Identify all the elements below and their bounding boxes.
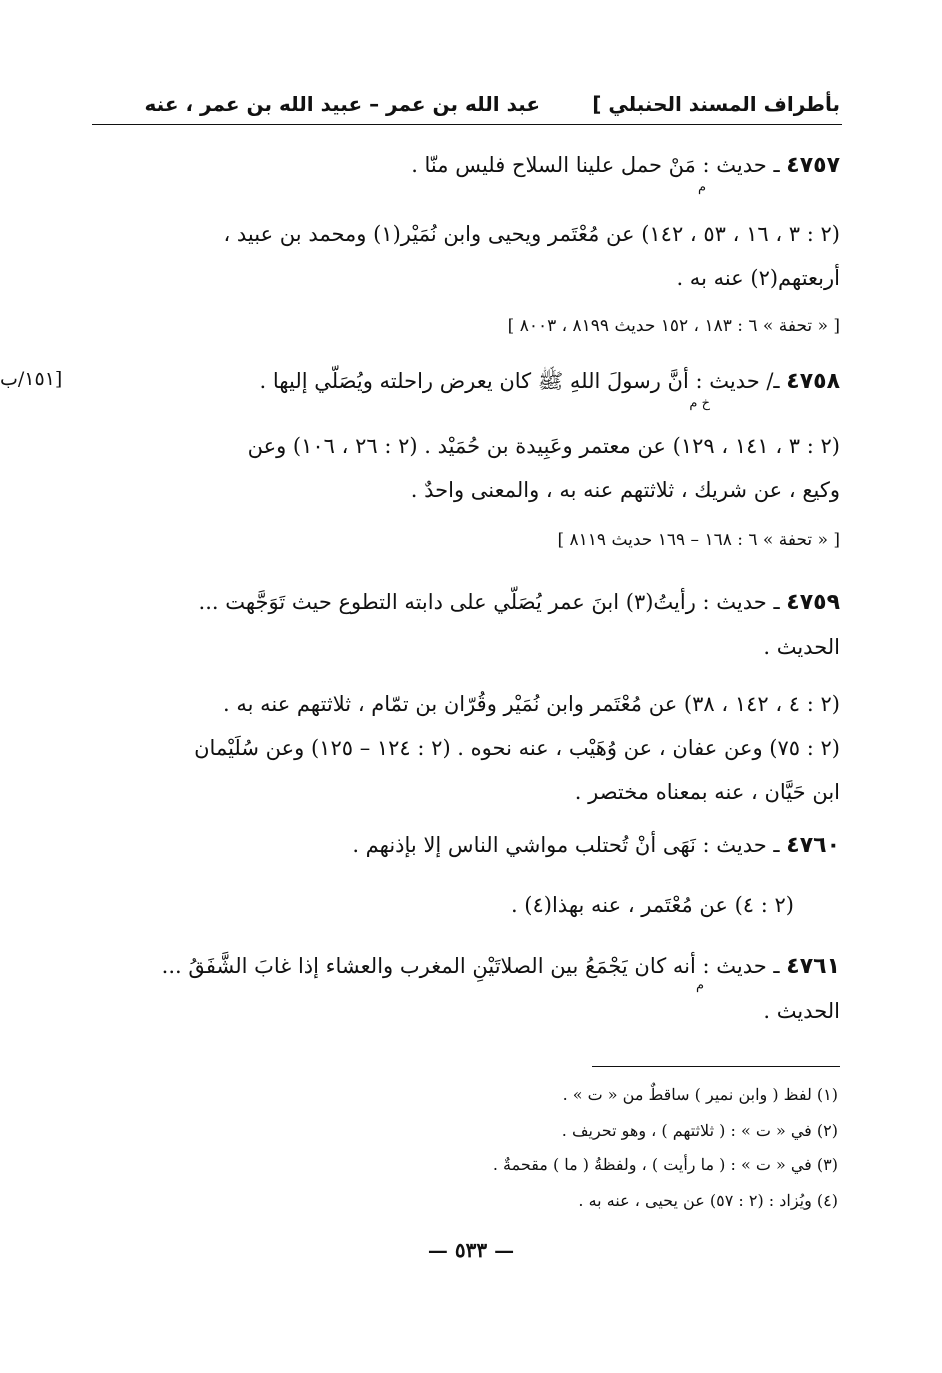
entry-sources bbox=[92, 424, 840, 512]
entry-text: ـ حديث : نَهَى أنْ تُحتلب مواشي الناس إلا بإذنهم . bbox=[352, 833, 780, 857]
entry-heading bbox=[92, 944, 840, 989]
hadith-entry-4757 bbox=[92, 150, 840, 181]
hadith-entry-4758 bbox=[92, 366, 840, 397]
narrator-symbol: خ م bbox=[689, 396, 710, 411]
entry-sources bbox=[92, 682, 840, 814]
entry-text: ـ حديث : رأيتُ(٣) ابنَ عمر يُصَلّي على دابته التطوع حيث تَوَجَّهت ... bbox=[198, 590, 780, 614]
entry-heading bbox=[92, 830, 840, 861]
entry-text: ـ/ حديث : أنَّ رسولَ اللهِ ﷺ كان يعرض راحلته ويُصَلّي إليها . bbox=[259, 369, 780, 393]
source-line: ابن حَيَّان ، عنه بمعناه مختصر . bbox=[574, 780, 840, 804]
narrator-symbol: م bbox=[695, 978, 704, 993]
running-header bbox=[92, 92, 840, 124]
tuhfa-text: [ « تحفة » ٦ : ١٨٣ ، ١٥٢ حديث ٨١٩٩ ، ٨٠٠٣ ] bbox=[507, 316, 840, 336]
source-line: (٢ : ٣ ، ١٤١ ، ١٢٩) عن معتمر وعَبِيدة بن حُمَيْد . (٢ : ٢٦ ، ١٠٦) وعن bbox=[247, 434, 840, 458]
footnote-3: (٣) في « ت » : ( ما رأيت ) ، ولفظةُ ( ما ) مقحمةٌ . bbox=[492, 1155, 838, 1174]
tuhfa-text: [ « تحفة » ٦ : ١٦٨ – ١٦٩ حديث ٨١١٩ ] bbox=[557, 530, 840, 550]
footnote-rule bbox=[592, 1066, 840, 1067]
page-number: — ٥٣٣ — bbox=[427, 1238, 515, 1262]
source-line: أربعتهم(٢) عنه به . bbox=[676, 266, 840, 290]
entry-heading bbox=[92, 150, 840, 181]
narrator-symbol: م bbox=[697, 180, 706, 195]
margin-folio-note: [١٥١/ب bbox=[0, 368, 63, 390]
source-line: وكيع ، عن شريك ، ثلاثتهم عنه به ، والمعنى واحدٌ . bbox=[410, 478, 840, 502]
tuhfa-reference bbox=[92, 314, 840, 338]
entry-number: ٤٧٥٧ bbox=[786, 153, 840, 178]
entry-text-continued: الحديث . bbox=[763, 999, 840, 1023]
entry-sources bbox=[92, 212, 840, 300]
entry-number: ٤٧٦١ bbox=[786, 954, 840, 979]
entry-heading bbox=[92, 580, 840, 625]
source-line: (٢ : ٤ ، ١٤٢ ، ٣٨) عن مُعْتَمر وابن نُمَيْر وقُرّان بن تمّام ، ثلاثتهم عنه به . bbox=[223, 692, 840, 716]
footnote-1: (١) لفظ ( وابن نمير ) ساقطٌ من « ت » . bbox=[562, 1085, 838, 1104]
header-rule bbox=[92, 124, 842, 125]
source-line: (٢ : ٣ ، ١٦ ، ٥٣ ، ١٤٢) عن مُعْتَمر ويحيى وابن نُمَيْر(١) ومحمد بن عبيد ، bbox=[223, 222, 840, 246]
entry-text: ـ حديث : أنه كان يَجْمَعُ بين الصلاتَيْنِ المغرب والعشاء إذا غابَ الشَّفَقُ ... bbox=[161, 954, 780, 978]
footnote-2: (٢) في « ت » : ( ثلاثتهم ) ، وهو تحريف . bbox=[561, 1121, 838, 1140]
tuhfa-reference bbox=[92, 528, 840, 552]
hadith-entry-4759 bbox=[92, 580, 840, 669]
source-line: (٢ : ٧٥) وعن عفان ، عن وُهَيْب ، عنه نحوه . (٢ : ١٢٤ – ١٢٥) وعن سُلَيْمان bbox=[194, 736, 840, 760]
entry-text-continued: الحديث . bbox=[763, 635, 840, 659]
entry-number: ٤٧٥٨ bbox=[786, 369, 840, 394]
hadith-entry-4761 bbox=[92, 944, 840, 1033]
hadith-entry-4760 bbox=[92, 830, 840, 861]
source-line: (٢ : ٤) عن مُعْتَمر ، عنه بهذا(٤) . bbox=[510, 893, 794, 917]
header-section-title: عبد الله بن عمر – عبيد الله بن عمر ، عنه bbox=[144, 92, 540, 116]
entry-number: ٤٧٦٠ bbox=[786, 833, 840, 858]
entry-heading bbox=[92, 366, 840, 397]
footnote-4: (٤) ويُزاد : (٢ : ٥٧) عن يحيى ، عنه به . bbox=[578, 1191, 838, 1210]
header-book-title: بأطراف المسند الحنبلي ] bbox=[592, 92, 840, 116]
entry-number: ٤٧٥٩ bbox=[786, 590, 840, 615]
entry-sources bbox=[92, 890, 840, 920]
entry-text: ـ حديث : مَنْ حمل علينا السلاح فليس منّا . bbox=[411, 153, 780, 177]
